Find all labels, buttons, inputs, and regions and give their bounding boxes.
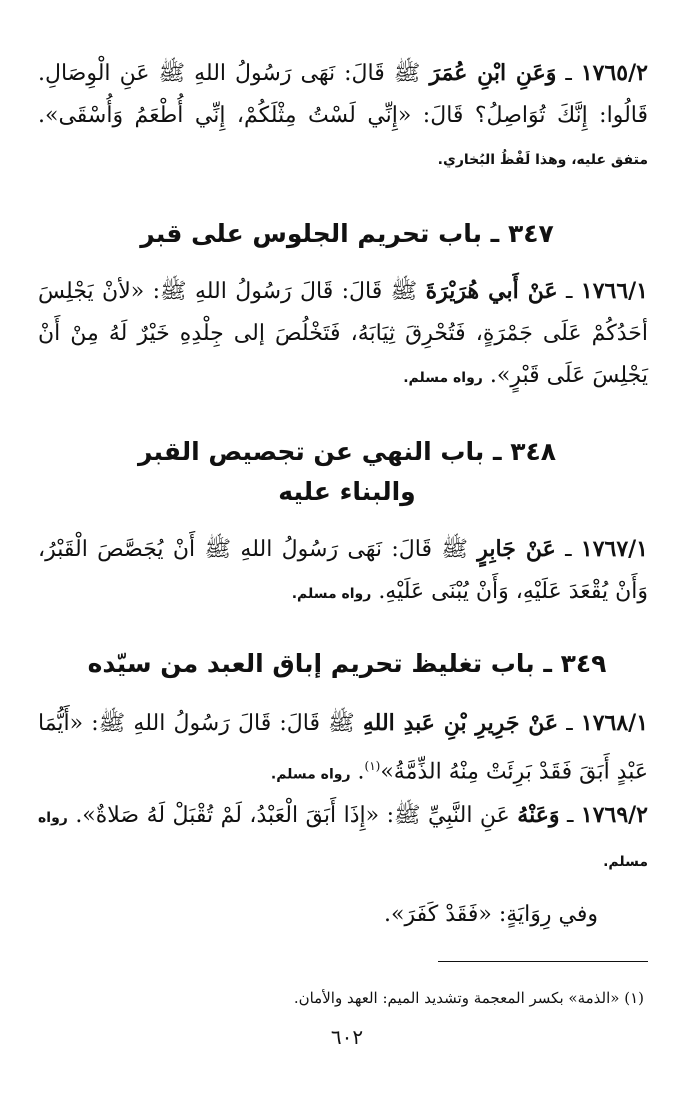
hadith-narrator: وَعَنِ ابْنِ عُمَرَ bbox=[429, 60, 557, 86]
hadith-narrator: عَنْ جَابِرٍ bbox=[477, 536, 556, 562]
hadith-1765: ١٧٦٥/٢ ـ وَعَنِ ابْنِ عُمَرَ ﷺ قَالَ: نَهَى رَسُولُ اللهِ ﷺ عَنِ الْوِصَالِ. قَالُوا: إِنَّكَ تُوَاصِلُ؟ قَالَ: «إِنِّي لَسْتُ مِثْلَكُمْ، إِنِّي أُطْعَمُ وَأُسْقَى». متفق عليه، وهذا لَفْظُ البُخاري. bbox=[38, 60, 648, 168]
chapter-heading-349: ٣٤٩ ـ باب تغليظ تحريم إباق العبد من سيّده bbox=[87, 649, 607, 678]
hadith-source-note: رواه مسلم. bbox=[270, 766, 351, 783]
hadith-number: ١٧٦٥/٢ bbox=[580, 60, 648, 86]
chapter-heading-348-line1: ٣٤٨ ـ باب النهي عن تجصيص القبر bbox=[137, 437, 557, 466]
hadith-source-note: متفق عليه، وهذا لَفْظُ البُخاري. bbox=[437, 152, 648, 168]
hadith-text: ﷺ قَالَ: نَهَى رَسُولُ اللهِ ﷺ عَنِ الْوِصَالِ. قَالُوا: إِنَّكَ تُوَاصِلُ؟ قَالَ: «إِنِّي لَسْتُ مِثْلَكُمْ، إِنِّي أُطْعَمُ وَأُسْقَى». bbox=[38, 61, 648, 128]
hadith-narrator: عَنْ أَبي هُرَيْرَةَ bbox=[425, 278, 558, 304]
hadith-1767: ١٧٦٧/١ ـ عَنْ جَابِرٍ ﷺ قَالَ: نَهَى رَسُولُ اللهِ ﷺ أَنْ يُجَصَّصَ الْقَبْرُ، وَأَنْ يُقْعَدَ عَلَيْهِ، وَأَنْ يُبْنَى عَلَيْهِ. رواه مسلم. bbox=[38, 536, 648, 604]
hadith-text: ﷺ قَالَ: نَهَى رَسُولُ اللهِ ﷺ أَنْ يُجَصَّصَ الْقَبْرُ، وَأَنْ يُقْعَدَ عَلَيْهِ، وَأَنْ يُبْنَى عَلَيْهِ. bbox=[38, 537, 648, 604]
hadith-source-note: رواه مسلم. bbox=[291, 586, 372, 602]
page-number: ٦٠٢ bbox=[330, 1025, 364, 1049]
hadith-number: ١٧٦٧/١ bbox=[580, 536, 648, 562]
hadith-number: ١٧٦٨/١ bbox=[580, 710, 649, 736]
hadith-1768: ١٧٦٨/١ ـ عَنْ جَرِيرِ بْنِ عَبدِ اللهِ ﷺ قَالَ: قَالَ رَسُولُ اللهِ ﷺ: «أَيُّمَا عَبْدٍ أَبَقَ فَقَدْ بَرِئَتْ مِنْهُ الذِّمَّةُ»$^{(١)}$. رواه مسلم. bbox=[38, 710, 649, 785]
hadith-number: ١٧٦٦/١ bbox=[580, 278, 648, 304]
footnote: (١) «الذمة» بكسر المعجمة وتشديد الميم: العهد والأمان. bbox=[293, 989, 644, 1007]
hadith-number: ١٧٦٩/٢ bbox=[580, 802, 648, 828]
hadith-tail: . bbox=[357, 759, 365, 785]
hadith-narrator: عَنْ جَرِيرِ بْنِ عَبدِ اللهِ bbox=[362, 710, 559, 736]
hadith-variant: وفي رِوَايَةٍ: «فَقَدْ كَفَرَ». bbox=[384, 902, 598, 927]
hadith-source-note: رواه مسلم. bbox=[38, 810, 648, 870]
hadith-text: ﷺ قَالَ: قَالَ رَسُولُ اللهِ ﷺ: «أَيُّمَا عَبْدٍ أَبَقَ فَقَدْ بَرِئَتْ مِنْهُ الذِّمَّةُ» bbox=[38, 711, 648, 785]
hadith-1769: ١٧٦٩/٢ ـ وَعَنْهُ عَنِ النَّبِيِّ ﷺ: «إِذَا أَبَقَ الْعَبْدُ، لَمْ تُقْبَلْ لَهُ صَلاةٌ». رواه مسلم. bbox=[38, 802, 648, 870]
chapter-heading-348-line2: والبناء عليه bbox=[278, 477, 416, 506]
hadith-text: عَنِ النَّبِيِّ ﷺ: «إِذَا أَبَقَ الْعَبْدُ، لَمْ تُقْبَلْ لَهُ صَلاةٌ». bbox=[75, 803, 510, 828]
chapter-heading-347: ٣٤٧ ـ باب تحريم الجلوس على قبر bbox=[140, 219, 554, 248]
hadith-source-note: رواه مسلم. bbox=[403, 370, 483, 386]
hadith-text: ﷺ قَالَ: قَالَ رَسُولُ اللهِ ﷺ: «لأنْ يَجْلِسَ أحَدُكُمْ عَلَى جَمْرَةٍ، فَتُحْرِقَ ثِيَابَهُ، فَتَخْلُصَ إلى جِلْدِهِ خَيْرٌ لَهُ مِنْ أَنْ يَجْلِسَ عَلَى قَبْرٍ». bbox=[38, 279, 648, 388]
hadith-narrator: وَعَنْهُ bbox=[517, 802, 560, 828]
hadith-1766: ١٧٦٦/١ ـ عَنْ أَبي هُرَيْرَةَ ﷺ قَالَ: قَالَ رَسُولُ اللهِ ﷺ: «لأنْ يَجْلِسَ أحَدُكُمْ عَلَى جَمْرَةٍ، فَتُحْرِقَ ثِيَابَهُ، فَتَخْلُصَ إلى جِلْدِهِ خَيْرٌ لَهُ مِنْ أَنْ يَجْلِسَ عَلَى قَبْرٍ». رواه مسلم. bbox=[38, 278, 648, 388]
footnote-divider bbox=[438, 961, 648, 962]
footnote-reference: (١) bbox=[364, 759, 381, 773]
